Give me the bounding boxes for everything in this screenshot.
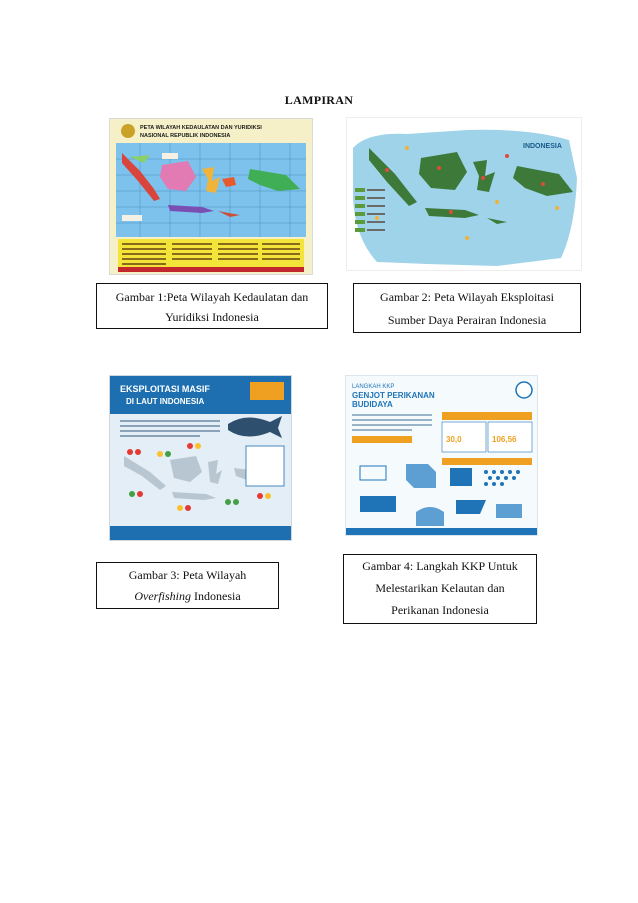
- figure-3-caption-line-1: Gambar 3: Peta Wilayah: [128, 568, 247, 582]
- figure-4-title-line-2: BUDIDAYA: [352, 400, 393, 409]
- sovereignty-map-image: [110, 119, 312, 274]
- figure-4-caption-line-3: Perikanan Indonesia: [391, 603, 489, 617]
- figure-3-caption-line-2: [97, 585, 278, 608]
- figure-4-caption: [343, 554, 537, 624]
- page-title: LAMPIRAN: [284, 93, 354, 107]
- figure-4-caption-line-1: Gambar 4: Langkah KKP Untuk: [362, 559, 518, 573]
- svg-text:106,56: 106,56: [492, 435, 517, 444]
- figure-2-map: [346, 117, 582, 271]
- figure-3-title-line-1: EKSPLOITASI MASIF: [120, 384, 210, 394]
- figure-4-kicker: LANGKAH KKP: [352, 384, 395, 390]
- figure-4-infographic: [345, 375, 538, 536]
- figure-4-title-line-1: GENJOT PERIKANAN: [352, 391, 435, 400]
- overfishing-infographic-image: [110, 376, 291, 540]
- aquaculture-infographic-image: [346, 376, 537, 535]
- figure-1-caption-line-1: Gambar 1:Peta Wilayah Kedaulatan dan: [115, 290, 309, 304]
- exploitation-map-image: [347, 118, 581, 270]
- figure-3-caption: [96, 562, 279, 609]
- figure-3-infographic: [109, 375, 292, 541]
- figure-3-caption-line-2-rest: Indonesia: [191, 589, 241, 603]
- figure-2-caption: [353, 283, 581, 333]
- figure-1-caption-line-2: Yuridiksi Indonesia: [165, 310, 259, 324]
- figure-4-caption-line-2: Melestarikan Kelautan dan: [375, 581, 505, 595]
- figure-1-header-line-2: NASIONAL REPUBLIK INDONESIA: [140, 133, 231, 139]
- figure-1-map: [109, 118, 313, 275]
- figure-2-caption-line-1: Gambar 2: Peta Wilayah Eksploitasi: [380, 290, 554, 304]
- svg-text:30,0: 30,0: [446, 435, 462, 444]
- figure-3-caption-overfishing: Overfishing: [134, 589, 191, 603]
- figure-1-caption: [96, 283, 328, 329]
- figure-2-map-label: INDONESIA: [523, 143, 562, 150]
- figure-1-header-line-1: PETA WILAYAH KEDAULATAN DAN YURIDIKSI: [140, 125, 262, 131]
- figure-2-caption-line-2: Sumber Daya Perairan Indonesia: [387, 313, 547, 327]
- figure-3-title-line-2: DI LAUT INDONESIA: [126, 397, 205, 406]
